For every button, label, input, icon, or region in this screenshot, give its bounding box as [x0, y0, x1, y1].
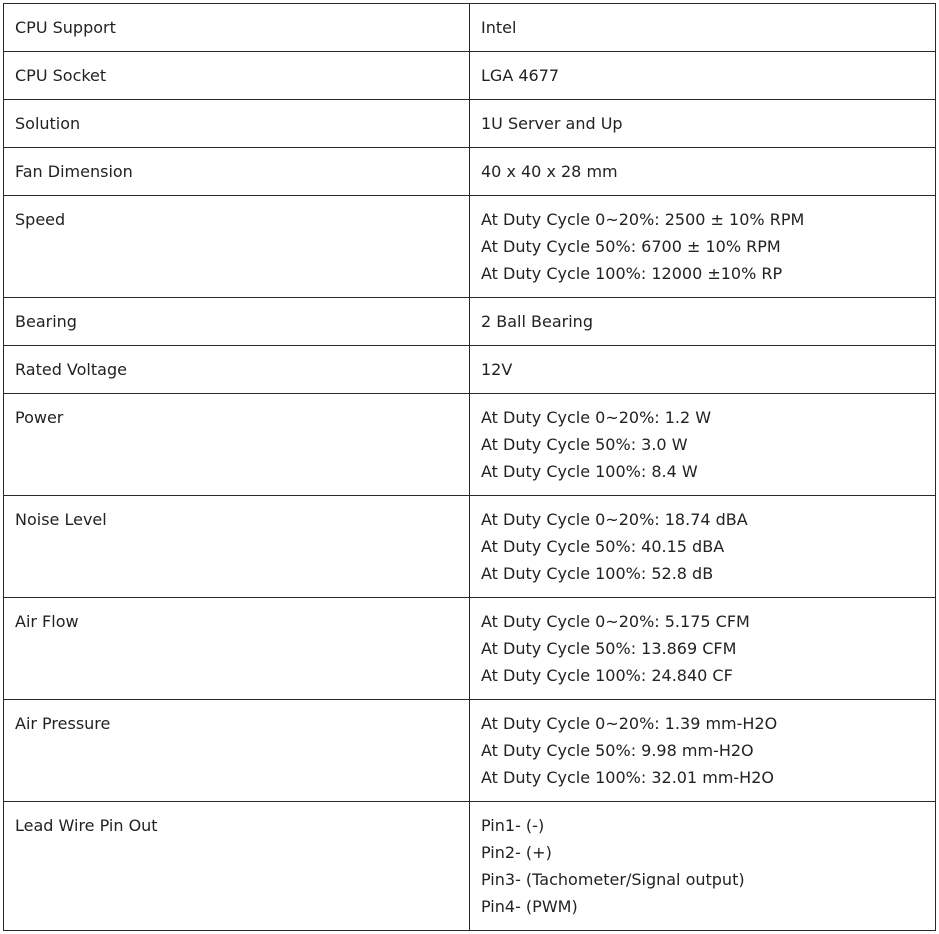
- spec-value: At Duty Cycle 0~20%: 18.74 dBA At Duty Cycle 50%: 40.15 dBA At Duty Cycle 100%: 52.8 dB: [470, 496, 936, 598]
- table-row: [4, 4, 936, 52]
- spec-label: CPU Support: [4, 4, 470, 52]
- table-row: [4, 196, 936, 298]
- spec-value: At Duty Cycle 0~20%: 1.2 W At Duty Cycle 50%: 3.0 W At Duty Cycle 100%: 8.4 W: [470, 394, 936, 496]
- spec-label: Air Pressure: [4, 700, 470, 802]
- table-row: [4, 346, 936, 394]
- spec-value: At Duty Cycle 0~20%: 5.175 CFM At Duty Cycle 50%: 13.869 CFM At Duty Cycle 100%: 24.840 CF: [470, 598, 936, 700]
- spec-label: Fan Dimension: [4, 148, 470, 196]
- spec-value: 40 x 40 x 28 mm: [470, 148, 936, 196]
- spec-value: Intel: [470, 4, 936, 52]
- table-row: [4, 598, 936, 700]
- spec-label: Speed: [4, 196, 470, 298]
- spec-value: LGA 4677: [470, 52, 936, 100]
- spec-label: Noise Level: [4, 496, 470, 598]
- spec-value: 1U Server and Up: [470, 100, 936, 148]
- table-row: [4, 496, 936, 598]
- spec-label: Lead Wire Pin Out: [4, 802, 470, 931]
- table-row: [4, 802, 936, 931]
- spec-label: Solution: [4, 100, 470, 148]
- spec-label: Bearing: [4, 298, 470, 346]
- spec-value: 12V: [470, 346, 936, 394]
- spec-label: CPU Socket: [4, 52, 470, 100]
- spec-label: Air Flow: [4, 598, 470, 700]
- spec-label: Power: [4, 394, 470, 496]
- table-row: [4, 298, 936, 346]
- spec-value: Pin1- (-) Pin2- (+) Pin3- (Tachometer/Signal output) Pin4- (PWM): [470, 802, 936, 931]
- spec-value: At Duty Cycle 0~20%: 1.39 mm-H2O At Duty Cycle 50%: 9.98 mm-H2O At Duty Cycle 100%: 32.01 mm-H2O: [470, 700, 936, 802]
- table-row: [4, 700, 936, 802]
- table-row: [4, 52, 936, 100]
- spec-value: At Duty Cycle 0~20%: 2500 ± 10% RPM At Duty Cycle 50%: 6700 ± 10% RPM At Duty Cycle 100%: 12000 ±10% RP: [470, 196, 936, 298]
- spec-label: Rated Voltage: [4, 346, 470, 394]
- table-row: [4, 148, 936, 196]
- spec-value: 2 Ball Bearing: [470, 298, 936, 346]
- table-row: [4, 100, 936, 148]
- spec-table: [3, 3, 936, 931]
- table-row: [4, 394, 936, 496]
